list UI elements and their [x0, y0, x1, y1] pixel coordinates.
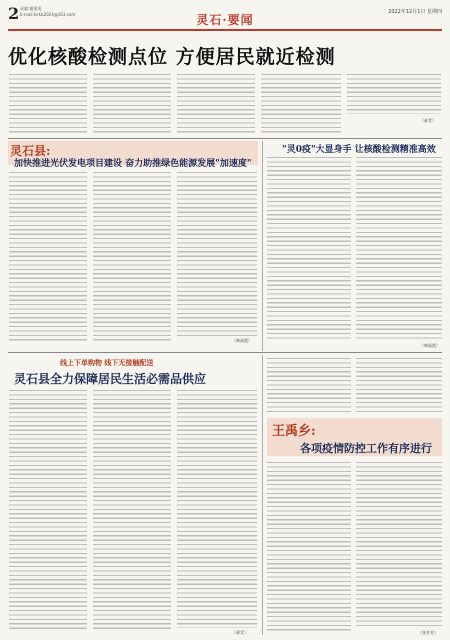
editor-line: 责编:谢建英 [20, 6, 42, 11]
article-column [356, 358, 442, 413]
article-column [267, 157, 351, 342]
article-column [267, 462, 351, 632]
main-headline: 优化核酸检测点位 方便居民就近检测 [8, 46, 336, 68]
column-rule [262, 355, 263, 635]
email-line: E-mail:lsrkb2024@163.com [20, 12, 76, 17]
section-divider [8, 352, 442, 353]
section-divider [8, 138, 442, 139]
byline: （韩丽霞） [232, 338, 252, 343]
article-column [356, 462, 442, 627]
article-column [9, 390, 87, 632]
byline: （张芳芳） [418, 630, 438, 635]
article-column [356, 157, 442, 342]
article-column [267, 358, 351, 413]
section-tag: 王禹乡: [272, 424, 316, 439]
article-column [93, 74, 171, 134]
article-column [347, 74, 441, 114]
issue-date: 2022年12月1日 星期四 [388, 9, 442, 15]
section-tag: 灵石县: [10, 144, 51, 158]
article-column [177, 172, 257, 337]
byline: （韩丽霞） [420, 343, 440, 348]
article-column [9, 172, 87, 342]
edition-title: 灵石·要闻 [196, 13, 254, 27]
header-rule [8, 29, 442, 31]
byline: （郝青） [232, 630, 248, 635]
section-kicker: 线上下单购物 线下无接触配送 [60, 358, 154, 367]
column-rule [262, 141, 263, 351]
section-headline: "灵0疫"大显身手 让核酸检测精准高效 [282, 145, 436, 155]
section-headline: 加快推进光伏发电项目建设 奋力助推绿色能源发展"加速度" [14, 159, 252, 169]
article-column [177, 390, 257, 628]
section-headline: 灵石县全力保障居民生活必需品供应 [14, 372, 207, 386]
article-column [177, 74, 255, 134]
article-column [9, 74, 87, 134]
article-column [93, 390, 171, 632]
article-column [93, 172, 171, 342]
article-column [261, 74, 341, 134]
section-headline: 各项疫情防控工作有序进行 [300, 442, 432, 455]
byline: （郝青） [420, 118, 436, 123]
page-number: 2 [8, 4, 20, 23]
